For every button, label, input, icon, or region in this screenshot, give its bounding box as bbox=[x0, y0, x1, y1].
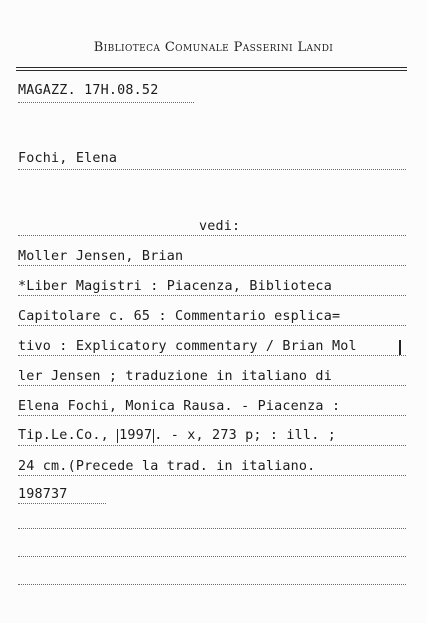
ruled-line bbox=[18, 265, 406, 266]
blank-ruled-line bbox=[18, 556, 406, 557]
ruled-line bbox=[18, 295, 406, 296]
entry-line-1: Moller Jensen, Brian bbox=[18, 249, 184, 264]
collation-text: . - x, 273 p; : ill. ; bbox=[154, 428, 336, 443]
ruled-line bbox=[18, 445, 406, 446]
see-reference: vedi: bbox=[199, 219, 241, 234]
library-header: Biblioteca Comunale Passerini Landi bbox=[93, 40, 334, 55]
entry-line-6: Elena Fochi, Monica Rausa. - Piacenza : bbox=[18, 399, 341, 414]
publication-year: 1997 bbox=[119, 428, 153, 443]
call-number-line bbox=[18, 102, 194, 103]
entry-line-8: 24 cm.(Precede la trad. in italiano. bbox=[18, 459, 316, 474]
header-rule-top bbox=[16, 67, 407, 68]
entry-line-4: tivo : Explicatory commentary / Brian Mol bbox=[18, 339, 357, 354]
entry-line-2: *Liber Magistri : Piacenza, Biblioteca bbox=[18, 279, 332, 294]
ruled-line bbox=[18, 385, 406, 386]
blank-ruled-line bbox=[18, 584, 406, 585]
entry-line-3: Capitolare c. 65 : Commentario esplica= bbox=[18, 309, 341, 324]
call-number: MAGAZZ. 17H.08.52 bbox=[18, 83, 159, 98]
record-number-line bbox=[18, 503, 106, 504]
hyphenation-mark bbox=[399, 340, 401, 355]
ruled-line bbox=[18, 475, 406, 476]
header-rule-bottom bbox=[16, 70, 407, 71]
ruled-line bbox=[18, 325, 406, 326]
entry-line-5: ler Jensen ; traduzione in italiano di bbox=[18, 369, 332, 384]
ruled-line bbox=[18, 169, 406, 170]
record-number: 198737 bbox=[18, 487, 68, 502]
ruled-line bbox=[18, 415, 406, 416]
entry-line-7 bbox=[18, 428, 336, 444]
blank-ruled-line bbox=[18, 528, 406, 529]
author-heading: Fochi, Elena bbox=[18, 151, 118, 166]
ruled-line bbox=[18, 235, 406, 236]
ruled-line bbox=[18, 355, 406, 356]
publisher-text: Tip.Le.Co., bbox=[18, 428, 118, 443]
